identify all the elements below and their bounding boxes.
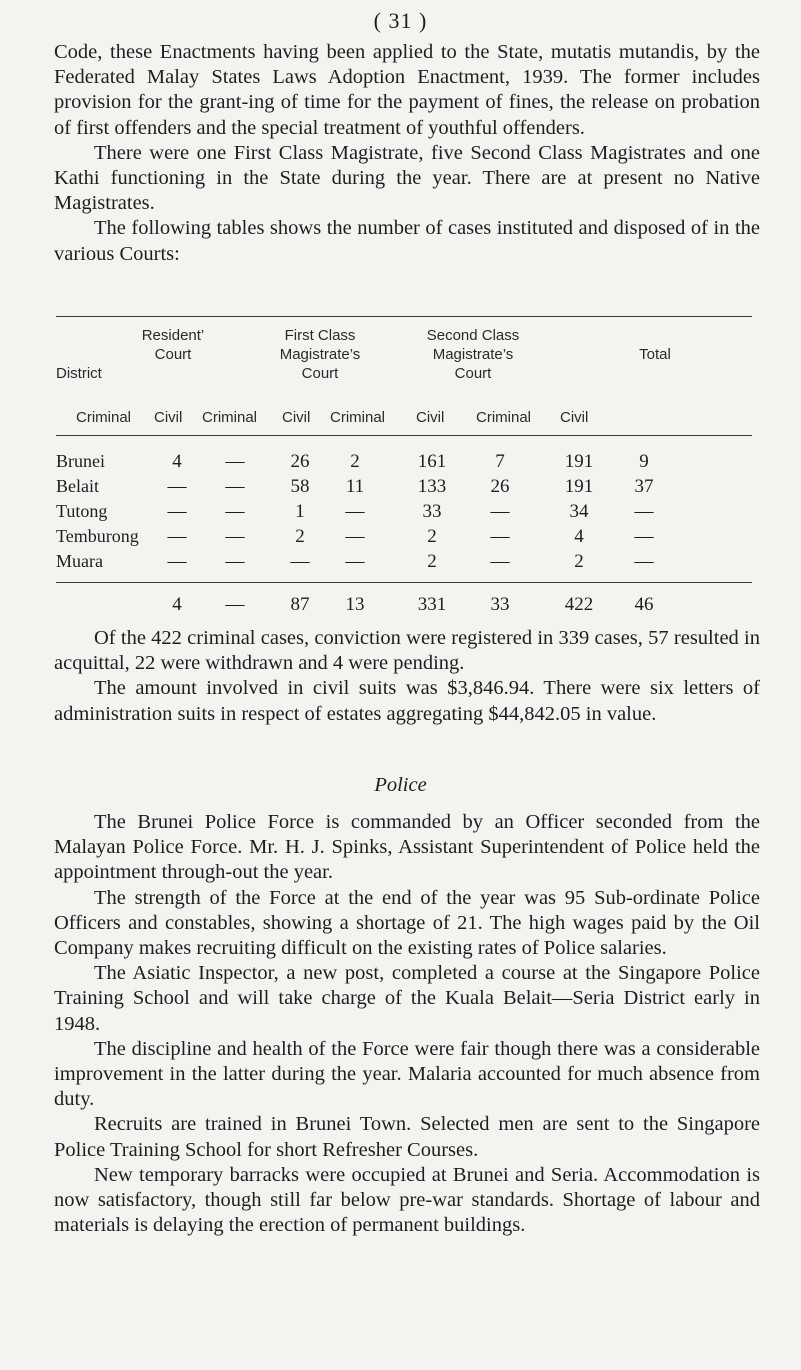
total-cell: 33 — [490, 594, 510, 615]
table-row-district: Brunei — [56, 451, 105, 471]
header-line: Second Class — [426, 327, 520, 344]
table-cell: 9 — [639, 451, 649, 472]
table-cell: 26 — [290, 451, 310, 472]
paragraph: The discipline and health of the Force were fair though there was a considerable improvement in the latter during the year. Malaria accounted for much absence from duty. — [54, 1037, 760, 1111]
paragraph: The strength of the Force at the end of the year was 95 Sub-ordinate Police Officers and constables, showing a shortage of 21. The high wages paid by the Oil Company makes recruiting difficult on the existing rates of Police salaries. — [54, 886, 760, 960]
table-cell: 26 — [490, 476, 510, 497]
header-line: Resident’ — [141, 327, 205, 344]
table-cell: — — [167, 551, 187, 572]
table-cell: — — [345, 501, 365, 522]
table-row-district: Muara — [56, 551, 103, 571]
column-header-resident-court — [98, 326, 248, 364]
total-cell: 4 — [172, 594, 182, 615]
column-header-second-class-court — [398, 326, 548, 383]
police-heading: Police — [374, 774, 427, 796]
table-cell: 58 — [290, 476, 310, 497]
table-cell: — — [490, 501, 510, 522]
table-cell: 7 — [495, 451, 505, 472]
table-cell: — — [225, 501, 245, 522]
total-cell: 331 — [417, 594, 447, 615]
table-cell: — — [634, 501, 654, 522]
table-cell: 34 — [569, 501, 589, 522]
table-cell: 11 — [345, 476, 365, 497]
table-cell: 2 — [574, 551, 584, 572]
table-cell: — — [345, 526, 365, 547]
table-cell: 2 — [427, 551, 437, 572]
table-row-district: Belait — [56, 476, 99, 496]
paragraph: Code, these Enactments having been applied to the State, mutatis mutandis, by the Federated Malay States Laws Adoption Enactment, 1939. The former includes provision for the grant-ing of time for the payment of fines, the release on probation of first offenders and the special treatment of youthful offenders. — [54, 41, 760, 139]
paragraph: The following tables shows the number of cases instituted and disposed of in the various Courts: — [54, 217, 760, 265]
table-row-district: Temburong — [56, 526, 139, 546]
table-cell: 191 — [564, 451, 594, 472]
table-cell: — — [290, 551, 310, 572]
table-cell: 2 — [427, 526, 437, 547]
total-cell: — — [225, 594, 245, 615]
table-cell: — — [167, 526, 187, 547]
paragraph: Of the 422 criminal cases, conviction were registered in 339 cases, 57 resulted in acquittal, 22 were withdrawn and 4 were pending. — [54, 627, 760, 675]
header-line: Court — [154, 346, 192, 363]
sub-header-civil: Civil — [154, 409, 183, 426]
column-header-total — [580, 345, 730, 364]
table-cell: — — [225, 526, 245, 547]
sub-header-civil: Civil — [416, 409, 445, 426]
table-row-district: Tutong — [56, 501, 108, 521]
header-line: Magistrate’s — [432, 346, 514, 363]
table-cell: 191 — [564, 476, 594, 497]
sub-header-criminal: Criminal — [76, 409, 132, 426]
total-cell: 46 — [634, 594, 654, 615]
paragraph: The Asiatic Inspector, a new post, completed a course at the Singapore Police Training School and will take charge of the Kuala Belait—Seria District early in 1948. — [54, 962, 760, 1035]
table-cell: — — [490, 551, 510, 572]
paragraph: The amount involved in civil suits was $3,846.94. There were six letters of administration suits in respect of estates aggregating $44,842.05 in value. — [54, 677, 760, 725]
sub-header-civil: Civil — [560, 409, 589, 426]
column-header-first-class-court — [245, 326, 395, 383]
table-cell: 133 — [417, 476, 447, 497]
table-cell: 2 — [295, 526, 305, 547]
header-line: Court — [454, 365, 492, 382]
table-cell: — — [490, 526, 510, 547]
sub-header-criminal: Criminal — [330, 409, 386, 426]
total-cell: 87 — [290, 594, 310, 615]
total-cell: 13 — [345, 594, 365, 615]
table-cell: 33 — [422, 501, 442, 522]
table-cell: — — [225, 451, 245, 472]
sub-header-criminal: Criminal — [476, 409, 532, 426]
sub-header-criminal: Criminal — [202, 409, 258, 426]
table-cell: — — [167, 501, 187, 522]
table-cell: — — [225, 551, 245, 572]
table-cell: 1 — [295, 501, 305, 522]
paragraph: Recruits are trained in Brunei Town. Selected men are sent to the Singapore Police Training School for short Refresher Courses. — [54, 1113, 760, 1161]
table-cell: — — [225, 476, 245, 497]
table-cell: — — [167, 476, 187, 497]
paragraph: New temporary barracks were occupied at Brunei and Seria. Accommodation is now satisfactory, though still far below pre-war standards. Shortage of labour and materials is delaying the erection of permanent buildings. — [54, 1163, 760, 1237]
paragraph: There were one First Class Magistrate, five Second Class Magistrates and one Kathi functioning in the State during the year. There are at present no Native Magistrates. — [54, 141, 760, 215]
header-line: First Class — [284, 327, 356, 344]
table-top-rule — [56, 316, 752, 317]
header-line: Court — [301, 365, 339, 382]
total-cell: 422 — [564, 594, 594, 615]
sub-header-civil: Civil — [282, 409, 311, 426]
header-line: Magistrate’s — [279, 346, 361, 363]
page-number: ( 31 ) — [373, 8, 428, 33]
table-cell: 4 — [172, 451, 182, 472]
after-table-text — [54, 626, 760, 727]
column-header-district: District — [56, 365, 102, 382]
header-line: Total — [639, 346, 671, 363]
paragraph: The Brunei Police Force is commanded by an Officer seconded from the Malayan Police Force. Mr. H. J. Spinks, Assistant Superintendent of Police held the appointment through-out the year. — [54, 811, 760, 884]
table-cell: 37 — [634, 476, 654, 497]
table-cell: — — [634, 526, 654, 547]
table-cell: 161 — [417, 451, 447, 472]
police-section-text — [54, 810, 760, 1238]
table-cell: — — [634, 551, 654, 572]
intro-text — [54, 40, 760, 267]
sub-header-rule — [56, 435, 752, 436]
table-cell: 2 — [350, 451, 360, 472]
table-cell: 4 — [574, 526, 584, 547]
totals-rule — [56, 582, 752, 583]
sub-header-row — [56, 409, 756, 429]
table-cell: — — [345, 551, 365, 572]
